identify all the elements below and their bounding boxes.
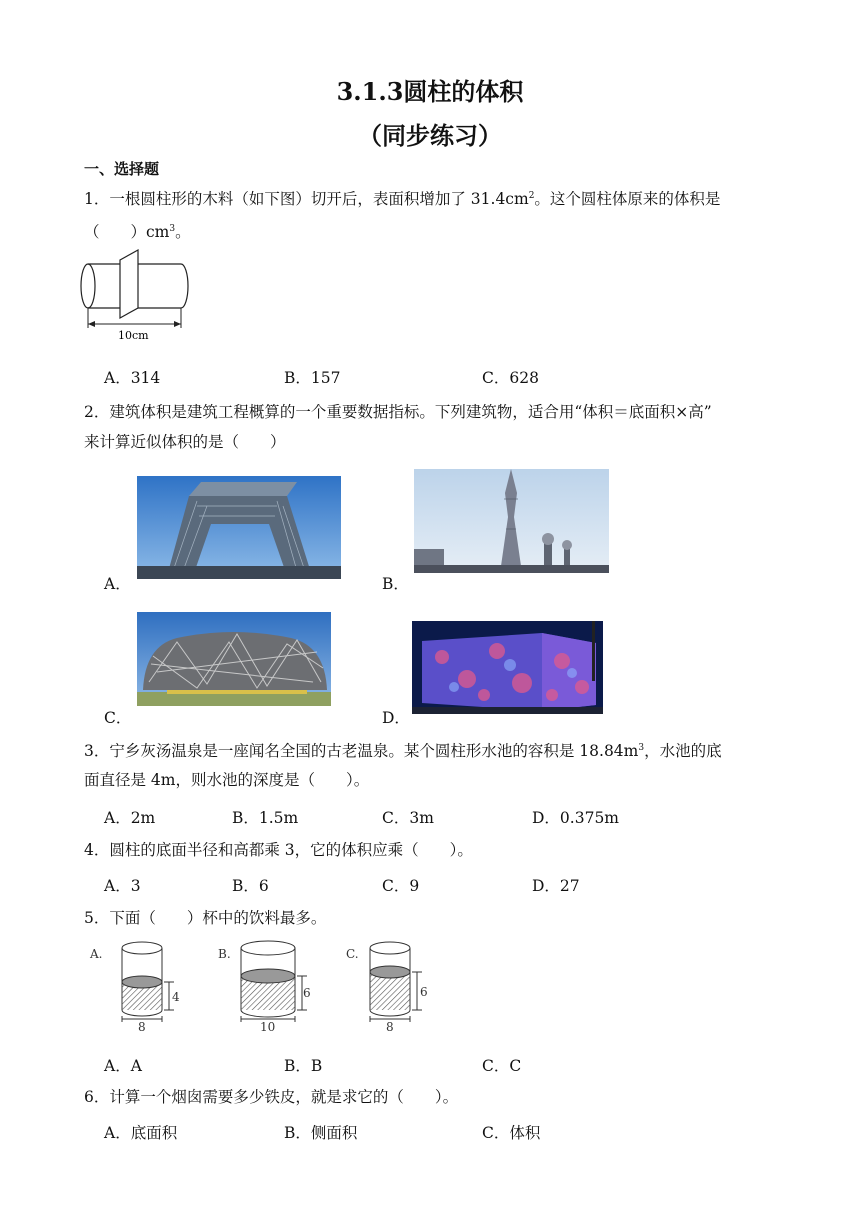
svg-text:8: 8	[386, 1020, 394, 1032]
q1-dimension-label: 10cm	[118, 329, 149, 342]
q1-option-b[interactable]: B．157	[284, 369, 341, 387]
q2-text-line2: 来计算近似体积的是（ ）	[84, 433, 286, 451]
q3-option-c[interactable]: C．3m	[382, 809, 434, 827]
building-image-birds-nest	[137, 612, 331, 706]
q5-option-a[interactable]: A．A	[104, 1057, 142, 1075]
building-image-cctv	[137, 476, 341, 579]
q3-option-d[interactable]: D．0.375m	[532, 809, 619, 827]
q6-text: 6．计算一个烟囱需要多少铁皮，就是求它的（ ）。	[84, 1088, 459, 1106]
q4-text: 4．圆柱的底面半径和高都乘 3，它的体积应乘（ ）。	[84, 841, 473, 859]
q5-option-c[interactable]: C．C	[482, 1057, 522, 1075]
q4-option-b[interactable]: B．6	[232, 877, 269, 895]
q2-option-c[interactable]: C．	[104, 709, 132, 727]
q3-option-a[interactable]: A．2m	[104, 809, 156, 827]
q1-text-line1: 1．一根圆柱形的木料（如下图）切开后，表面积增加了 $31.4cm^2$。这个圆柱体原来的体积是	[84, 190, 721, 209]
q1-text-line2: （ ）$cm^3$。	[84, 223, 191, 242]
page-title: 3.1.3圆柱的体积	[336, 77, 524, 106]
building-image-tower	[414, 469, 609, 573]
q3-option-b[interactable]: B．1.5m	[232, 809, 299, 827]
svg-text:10: 10	[260, 1020, 276, 1032]
q1-option-c[interactable]: C．628	[482, 369, 539, 387]
section-heading: 一、选择题	[84, 161, 160, 178]
q3-text-line2: 面直径是 4m，则水池的深度是（ ）。	[84, 771, 370, 789]
q4-option-d[interactable]: D．27	[532, 877, 580, 895]
svg-text:C.: C.	[346, 947, 359, 961]
cup-c	[346, 942, 428, 1032]
svg-text:4: 4	[172, 990, 180, 1004]
q2-option-d[interactable]: D．	[382, 709, 410, 727]
svg-text:A.: A.	[90, 947, 103, 961]
q6-option-a[interactable]: A．底面积	[104, 1124, 178, 1142]
q4-option-c[interactable]: C．9	[382, 877, 420, 895]
svg-text:6: 6	[303, 986, 311, 1000]
cup-b	[218, 941, 311, 1032]
q3-text-line1: 3．宁乡灰汤温泉是一座闻名全国的古老温泉。某个圆柱形水池的容积是 $18.84m^3$，水池的底	[84, 742, 722, 761]
svg-text:8: 8	[138, 1020, 146, 1032]
q2-text-line1: 2．建筑体积是建筑工程概算的一个重要数据指标。下列建筑物，适合用“体积＝底面积×高”	[84, 403, 712, 421]
q2-option-b[interactable]: B．	[382, 575, 409, 593]
q1-cylinder-figure	[78, 246, 190, 342]
q4-option-a[interactable]: A．3	[104, 877, 141, 895]
q5-option-b[interactable]: B．B	[284, 1057, 323, 1075]
building-image-water-cube	[412, 621, 603, 714]
q6-option-b[interactable]: B．侧面积	[284, 1124, 358, 1142]
svg-text:B.: B.	[218, 947, 231, 961]
page-subtitle: （同步练习）	[358, 121, 502, 150]
q2-option-a[interactable]: A．	[104, 575, 131, 593]
q5-cups-figure	[88, 936, 438, 1032]
cup-a	[89, 942, 180, 1032]
q6-option-c[interactable]: C．体积	[482, 1124, 541, 1142]
svg-text:6: 6	[420, 985, 428, 999]
q1-option-a[interactable]: A．314	[104, 369, 161, 387]
q5-text: 5．下面（ ）杯中的饮料最多。	[84, 909, 327, 927]
